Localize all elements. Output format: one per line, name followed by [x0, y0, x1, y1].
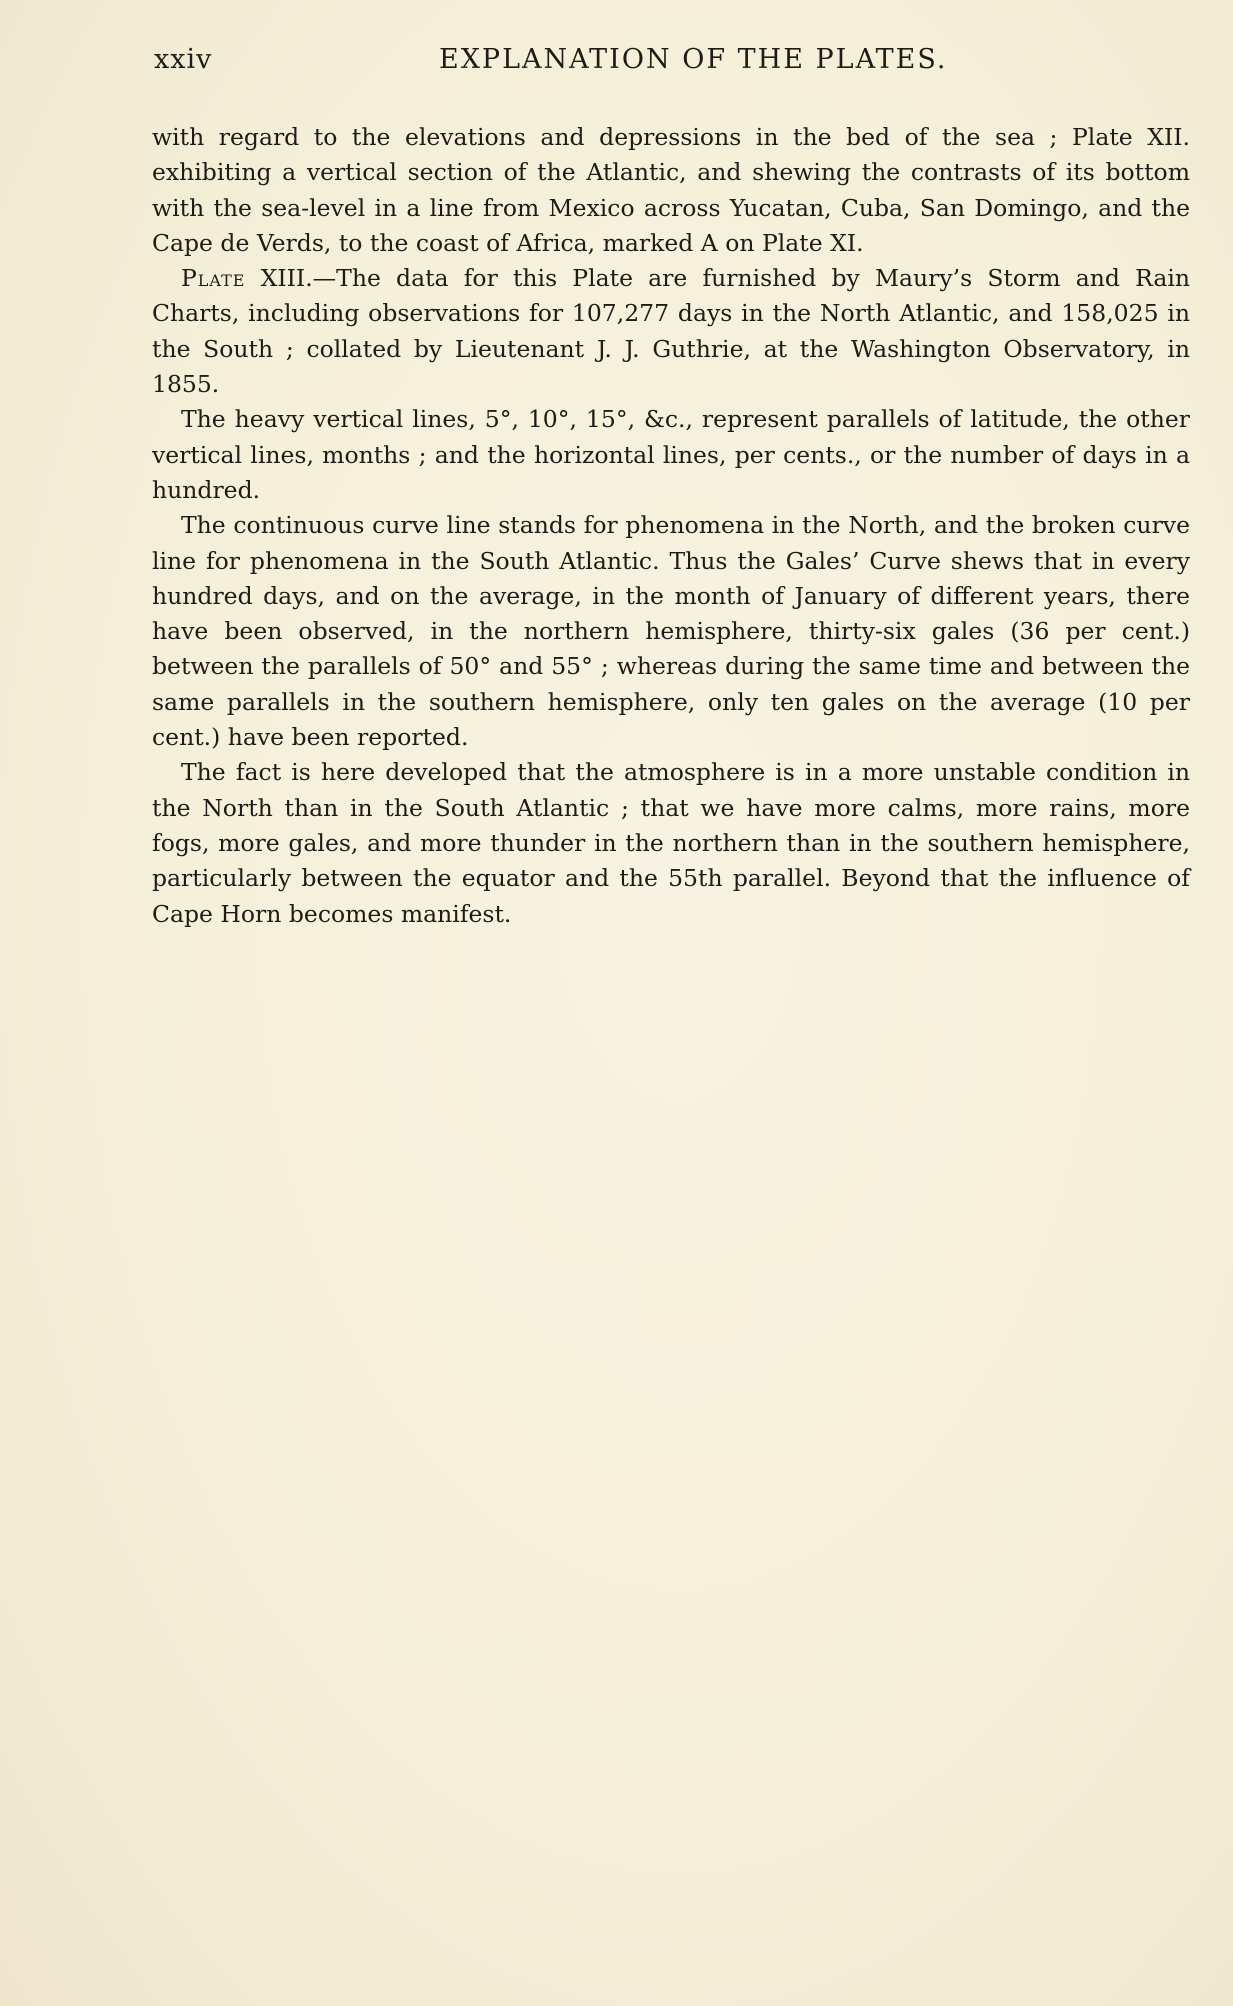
body-text — [152, 120, 1190, 932]
paragraph-vertical-lines: The heavy vertical lines, 5°, 10°, 15°, &c., represent parallels of latitude, the other vertical lines, months ; and the horizontal lines, per cents., or the number of days in a hundred. — [152, 405, 1190, 504]
page-header — [154, 44, 1184, 84]
paragraph-plate-xiii — [152, 261, 1190, 402]
paragraph-plate-xii-continuation: with regard to the elevations and depressions in the bed of the sea ; Plate XII. exhibiting a vertical section of the Atlantic, and shewing the contrasts of its bottom with the sea-level in a line from Mexico across Yucatan, Cuba, San Domingo, and the Cape de Verds, to the coast of Africa, marked A on Plate XI. — [152, 123, 1190, 257]
plate-label: Plate — [181, 264, 246, 293]
running-title: EXPLANATION OF THE PLATES. — [439, 44, 948, 75]
paragraph-curve-lines: The continuous curve line stands for phenomena in the North, and the broken curve line for phenomena in the South Atlantic. Thus the Gales’ Curve shews that in every hundred days, and on the average, in the month of January of different years, there have been observed, in the northern hemisphere, thirty-six gales (36 per cent.) between the parallels of 50° and 55° ; whereas during the same time and between the same parallels in the southern hemisphere, only ten gales on the average (10 per cent.) have been reported. — [152, 511, 1190, 752]
paragraph-atmosphere: The fact is here developed that the atmosphere is in a more unstable condition in the North than in the South Atlantic ; that we have more calms, more rains, more fogs, more gales, and more thunder in the northern than in the southern hemisphere, particularly between the equator and the 55th parallel. Beyond that the influence of Cape Horn becomes manifest. — [152, 758, 1190, 928]
paragraph-plate-xiii-text: XIII.—The data for this Plate are furnished by Maury’s Storm and Rain Charts, including observations for 107,277 days in the North Atlantic, and 158,025 in the South ; collated by Lieutenant J. J. Guthrie, at the Washington Observatory, in 1855. — [152, 264, 1190, 399]
page-number: xxiv — [154, 44, 213, 75]
